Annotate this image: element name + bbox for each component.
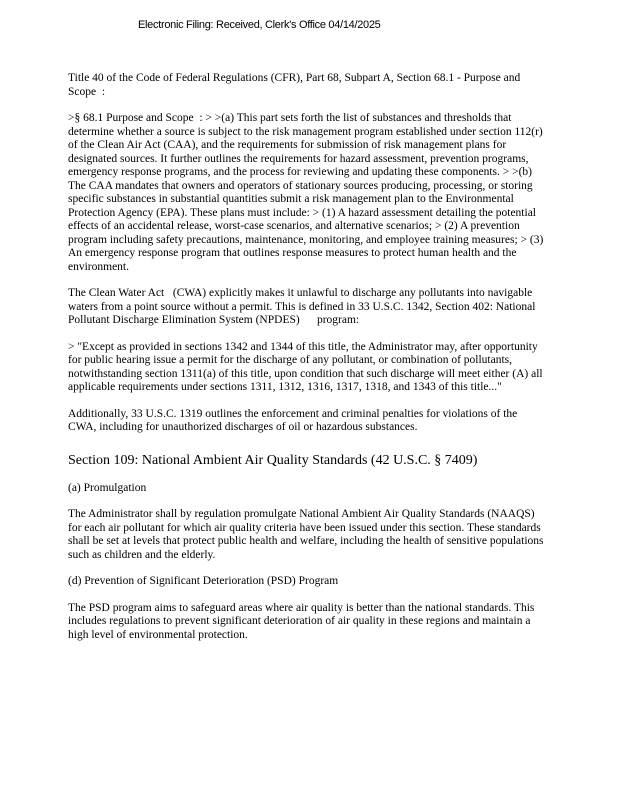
electronic-filing-stamp: Electronic Filing: Received, Clerk's Office 04/14/2025 (138, 19, 381, 31)
clean-water-act-paragraph: The Clean Water Act (CWA) explicitly makes it unlawful to discharge any pollutants into navigable waters from a point source without a permit. This is defined in 33 U.S.C. 1342, Section 402: National Pollutant Discharge Elimination System (NPDES) program: (68, 287, 539, 326)
document-body (68, 72, 546, 642)
psd-program-label: (d) Prevention of Significant Deterioration (PSD) Program (68, 575, 339, 587)
section-109-heading: Section 109: National Ambient Air Quality Standards (42 U.S.C. § 7409) (68, 452, 478, 468)
promulgation-label: (a) Promulgation (68, 481, 147, 494)
section-681-paragraph: >§ 68.1 Purpose and Scope : > >(a) This part sets forth the list of substances and thresholds that determine whether a source is subject to the risk management program established under section 112(r) of the Clean Air Act (CAA), and the requirements for submission of risk management plans for designated sources. It further outlines the requirements for hazard assessment, prevention programs, emergency response programs, and the process for reviewing and updating these components. > >(b) The CAA mandates that owners and operators of stationary sources producing, processing, or storing specific substances in substantial quantities submit a risk management plan to the Environmental Protection Agency (EPA). These plans must include: > (1) A hazard assessment detailing the potential effects of an accidental release, worst-case scenarios, and alternative scenarios; > (2) A prevention program including safety precautions, maintenance, monitoring, and employee training measures; > (3) An emergency response program that outlines response measures to protect human health and the environment. (68, 112, 546, 273)
npdes-quote-paragraph: > "Except as provided in sections 1342 and 1344 of this title, the Administrator may, after opportunity for public hearing issue a permit for the discharge of any pollutant, or combination of pollutants, notwithstanding section 1311(a) of this title, upon condition that such discharge will meet either (A) all applicable requirements under sections 1311, 1312, 1316, 1317, 1318, and 1343 of this title..." (68, 340, 546, 393)
promulgation-paragraph: The Administrator shall by regulation promulgate National Ambient Air Quality Standards (NAAQS) for each air pollutant for which air quality criteria have been issued under this section. These standards shall be set at levels that protect public health and welfare, including the health of sensitive populations such as children and the elderly. (68, 508, 547, 561)
enforcement-paragraph: Additionally, 33 U.S.C. 1319 outlines the enforcement and criminal penalties for violations of the CWA, including for unauthorized discharges of oil or hazardous substances. (68, 407, 521, 433)
psd-program-paragraph: The PSD program aims to safeguard areas where air quality is better than the national standards. This includes regulations to prevent significant deterioration of air quality in these regions and maintain a high level of environmental protection. (68, 601, 538, 641)
document-title: Title 40 of the Code of Federal Regulations (CFR), Part 68, Subpart A, Section 68.1 - Purpose and Scope : (68, 72, 524, 98)
